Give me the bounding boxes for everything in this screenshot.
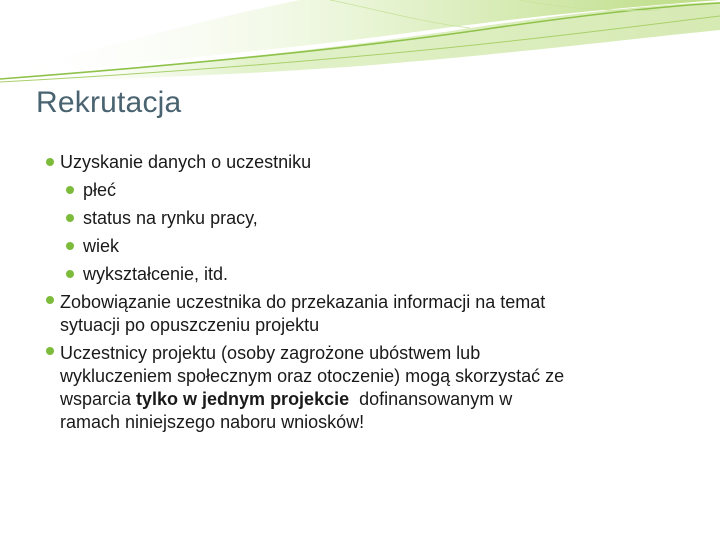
bullet-dot-icon — [66, 242, 74, 250]
sub-bullet-item — [40, 260, 680, 288]
bullet-dot-icon — [66, 270, 74, 278]
bullet-text-line — [60, 388, 680, 411]
bullet-text-line: Uczestnicy projektu (osoby zagrożone ubóstwem lub — [60, 343, 481, 363]
sub-bullet-item — [40, 204, 680, 232]
bullet-dot-icon — [46, 347, 54, 355]
sub-bullet-item — [40, 232, 680, 260]
bullet-text-emphasis: tylko w jednym projekcie — [136, 389, 350, 409]
bullet-dot-icon — [46, 158, 54, 166]
slide-title: Rekrutacja — [36, 86, 182, 119]
bullet-dot-icon — [66, 214, 74, 222]
bullet-text-segment: wsparcia — [60, 389, 137, 409]
bullet-text: status na rynku pracy, — [83, 208, 258, 228]
bullet-text: płeć — [83, 180, 117, 200]
sub-bullet-item — [40, 176, 680, 204]
bullet-item — [40, 148, 680, 176]
bullet-item — [40, 339, 680, 436]
bullet-dot-icon — [66, 186, 74, 194]
bullet-text-segment: dofinansowanym w — [349, 389, 513, 409]
bullet-text-line: wykluczeniem społecznym oraz otoczenie) mogą skorzystać ze — [60, 366, 565, 386]
bullet-list — [40, 148, 680, 436]
bullet-text-line: ramach niniejszego naboru wniosków! — [60, 412, 365, 432]
bullet-text: wykształcenie, itd. — [83, 264, 229, 284]
bullet-dot-icon — [46, 296, 54, 304]
bullet-text: wiek — [83, 236, 120, 256]
top-wave-decoration — [0, 0, 720, 90]
bullet-text-line: sytuacji po opuszczeniu projektu — [60, 315, 320, 335]
bullet-text: Uzyskanie danych o uczestniku — [60, 152, 312, 172]
bullet-item — [40, 288, 680, 339]
bullet-text-line: Zobowiązanie uczestnika do przekazania informacji na temat — [60, 292, 546, 312]
